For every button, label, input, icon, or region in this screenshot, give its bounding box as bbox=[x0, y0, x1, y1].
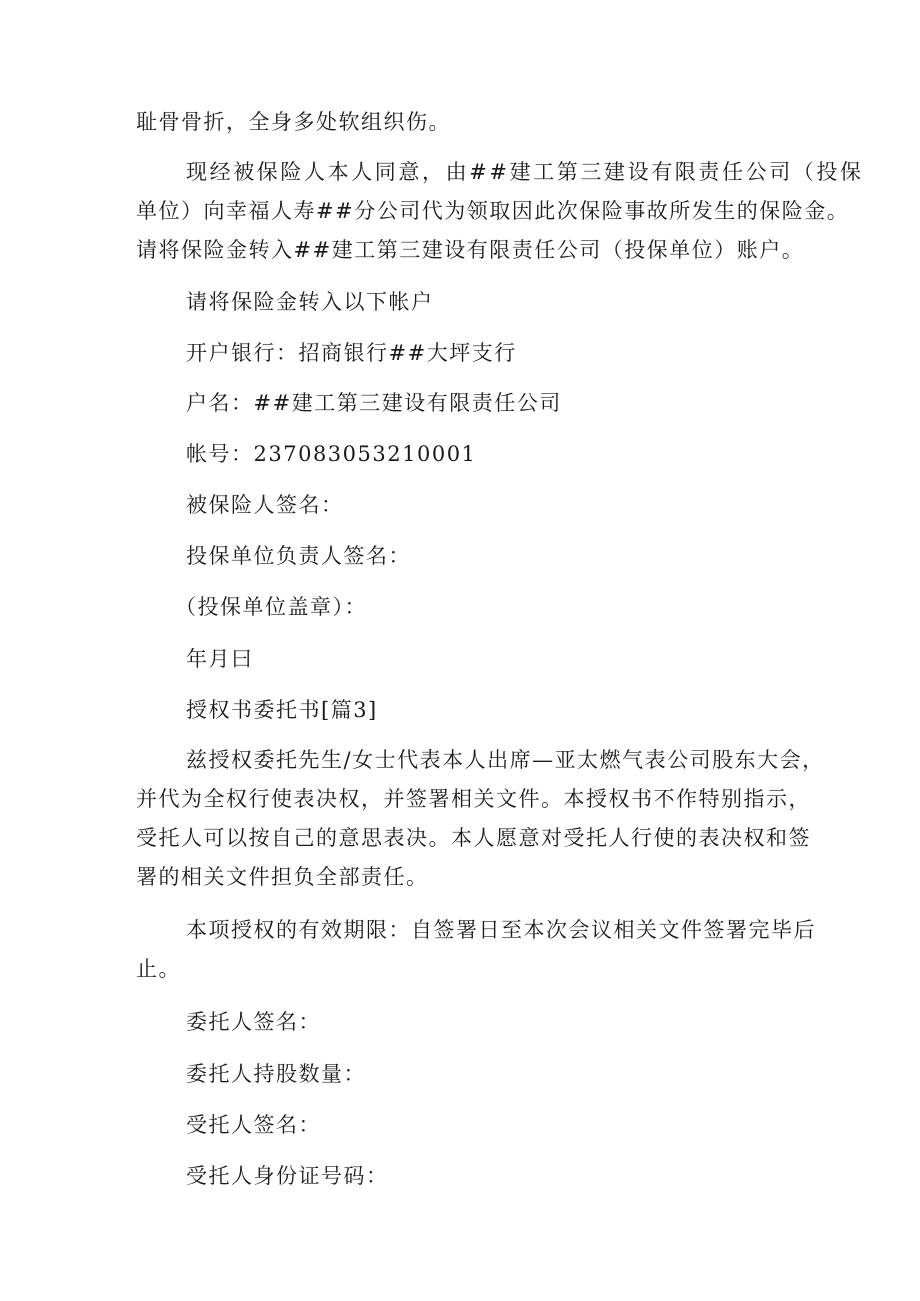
paragraph-line: 请将保险金转入以下帐户 bbox=[186, 290, 434, 314]
paragraph-line: 署的相关文件担负全部责任。 bbox=[136, 865, 429, 889]
agent-signature-line: 受托人签名： bbox=[186, 1113, 321, 1137]
paragraph-line: 单位）向幸福人寿##分公司代为领取因此次保险事故所发生的保险金。 bbox=[136, 199, 850, 223]
paragraph-line: 兹授权委托先生/女士代表本人出席—亚太燃气表公司股东大会， bbox=[186, 748, 825, 772]
bank-name-line: 开户银行：招商银行##大坪支行 bbox=[186, 341, 517, 365]
principal-shares-line: 委托人持股数量： bbox=[186, 1062, 366, 1086]
paragraph-line: 请将保险金转入##建工第三建设有限责任公司（投保单位）账户。 bbox=[136, 238, 805, 262]
account-number-line: 帐号：237083053210001 bbox=[186, 442, 477, 466]
account-name-line: 户名：##建工第三建设有限责任公司 bbox=[186, 391, 562, 415]
paragraph-line: 受托人可以按自己的意思表决。本人愿意对受托人行使的表决权和签 bbox=[136, 826, 811, 850]
section-heading: 授权书委托书[篇3] bbox=[186, 698, 378, 722]
paragraph-line: 并代为全权行使表决权，并签署相关文件。本授权书不作特别指示， bbox=[136, 787, 811, 811]
agent-id-line: 受托人身份证号码： bbox=[186, 1164, 389, 1188]
unit-head-signature-line: 投保单位负责人签名： bbox=[186, 544, 411, 568]
insured-signature-line: 被保险人签名： bbox=[186, 493, 344, 517]
paragraph-line: 本项授权的有效期限：自签署日至本次会议相关文件签署完毕后 bbox=[186, 918, 816, 942]
paragraph-line: 耻骨骨折，全身多处软组织伤。 bbox=[136, 110, 451, 134]
unit-seal-line: （投保单位盖章）： bbox=[175, 595, 367, 619]
paragraph-line: 止。 bbox=[136, 957, 181, 981]
principal-signature-line: 委托人签名： bbox=[186, 1010, 321, 1034]
paragraph-line: 现经被保险人本人同意，由##建工第三建设有限责任公司（投保 bbox=[186, 160, 864, 184]
date-line: 年月曰 bbox=[186, 647, 254, 671]
